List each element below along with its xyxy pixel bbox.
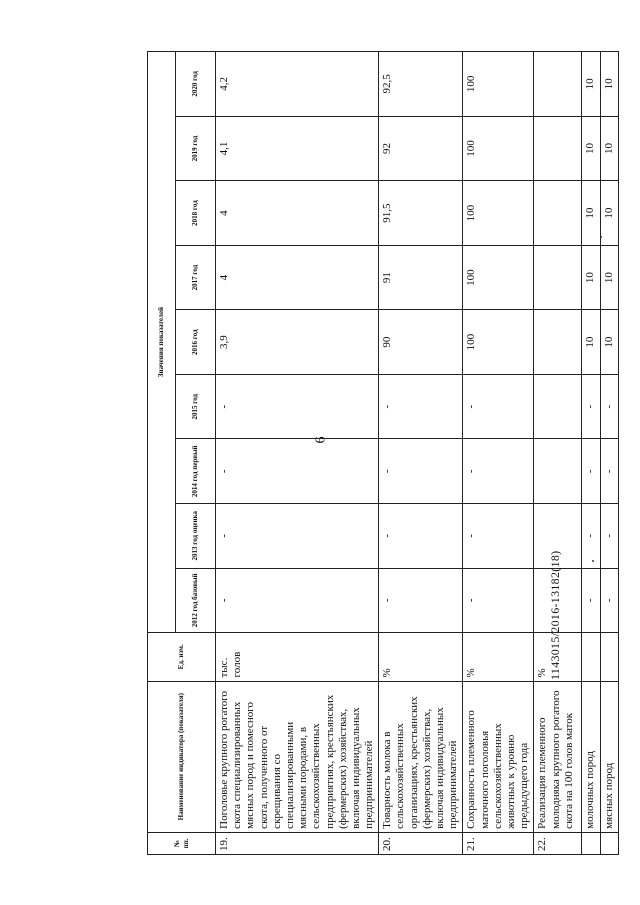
row-value: -	[600, 504, 618, 569]
row-value: 90	[379, 310, 463, 375]
row-value: 10	[582, 245, 600, 310]
table-row	[600, 52, 618, 855]
row-value: 100	[463, 245, 534, 310]
row-value: -	[463, 374, 534, 439]
header-year: 2020 год	[176, 52, 216, 117]
row-value: -	[216, 374, 379, 439]
header-name: Наименование индикатора (показателя)	[148, 681, 216, 832]
row-value: 10	[600, 52, 618, 117]
row-value: -	[582, 439, 600, 504]
table-row	[534, 52, 582, 855]
table-row	[582, 52, 600, 855]
row-value: -	[600, 439, 618, 504]
row-value	[534, 245, 582, 310]
row-value: 92	[379, 116, 463, 181]
table-row	[216, 52, 379, 855]
row-num: 22.	[534, 832, 582, 854]
header-year: 2012 год базовый	[176, 568, 216, 633]
row-value: -	[463, 568, 534, 633]
header-values-group: Значения показателей	[148, 52, 176, 633]
row-value: 3,9	[216, 310, 379, 375]
row-value: 10	[600, 116, 618, 181]
row-value: -	[600, 374, 618, 439]
row-value: 10	[582, 52, 600, 117]
row-num	[600, 832, 618, 854]
row-unit: %	[534, 633, 582, 681]
row-value: -	[216, 439, 379, 504]
header-num: № пп.	[148, 832, 216, 854]
row-unit: %	[463, 633, 534, 681]
row-value: 91,5	[379, 181, 463, 246]
scan-speck	[592, 560, 594, 562]
row-name: Реализация племенного молодняка крупного рогатого скота на 100 голов маток	[534, 681, 582, 832]
header-year: 2018 год	[176, 181, 216, 246]
row-value	[534, 181, 582, 246]
header-year: 2019 год	[176, 116, 216, 181]
row-value	[534, 374, 582, 439]
row-num: 19.	[216, 832, 379, 854]
row-value: 10	[600, 245, 618, 310]
row-value	[534, 310, 582, 375]
row-value	[534, 52, 582, 117]
header-year: 2013 год оценка	[176, 504, 216, 569]
header-year: 2015 год	[176, 374, 216, 439]
scan-speck	[600, 236, 602, 238]
row-name: Сохранность племенного маточного поголовья сельскохозяйственных животных к уровню предыдущего года	[463, 681, 534, 832]
row-value: -	[582, 568, 600, 633]
row-value	[534, 439, 582, 504]
row-value: 10	[600, 310, 618, 375]
row-name: мясных пород	[600, 681, 618, 832]
row-value: 4	[216, 245, 379, 310]
indicator-table	[147, 51, 619, 855]
row-value	[534, 116, 582, 181]
row-unit: %	[379, 633, 463, 681]
row-value: -	[463, 504, 534, 569]
row-value: -	[582, 374, 600, 439]
row-value: -	[379, 504, 463, 569]
table-row	[463, 52, 534, 855]
row-name: молочных пород	[582, 681, 600, 832]
row-value: -	[379, 439, 463, 504]
row-value: 10	[582, 310, 600, 375]
header-year: 2017 год	[176, 245, 216, 310]
row-value: 10	[600, 181, 618, 246]
row-value: -	[582, 504, 600, 569]
row-value: -	[216, 504, 379, 569]
row-value: 91	[379, 245, 463, 310]
row-value: 92,5	[379, 52, 463, 117]
row-value: -	[216, 568, 379, 633]
row-value: 100	[463, 52, 534, 117]
row-name: Товарность молока в сельскохозяйственных организациях, крестьянских (фермерских) хозяйствах, включая индивидуальных предпринимателей	[379, 681, 463, 832]
row-unit	[582, 633, 600, 681]
row-value: 100	[463, 181, 534, 246]
row-num: 20.	[379, 832, 463, 854]
row-name: Поголовье крупного рогатого скота специализированных мясных пород и помесного скота, полученного от скрещивания со специализированными мясными породами, в сельскохозяйственных предприятиях, крестьянских (фермерских) хозяйствах, включая индивидуальных предпринимателей	[216, 681, 379, 832]
row-value: 10	[582, 116, 600, 181]
row-value: -	[379, 568, 463, 633]
row-value: -	[463, 439, 534, 504]
row-value: 4,2	[216, 52, 379, 117]
row-value: 4,1	[216, 116, 379, 181]
row-value: -	[600, 568, 618, 633]
row-unit: тыс. голов	[216, 633, 379, 681]
table-row	[379, 52, 463, 855]
document-id: 1143015/2016-13182(18)	[548, 550, 562, 680]
row-num	[582, 832, 600, 854]
row-unit	[600, 633, 618, 681]
row-num: 21.	[463, 832, 534, 854]
header-year: 2016 год	[176, 310, 216, 375]
header-year: 2014 год первый	[176, 439, 216, 504]
row-value: 4	[216, 181, 379, 246]
page-number: 6	[313, 436, 329, 444]
header-unit: Ед. изм.	[148, 633, 216, 681]
row-value: 10	[582, 181, 600, 246]
row-value: -	[379, 374, 463, 439]
row-value: 100	[463, 310, 534, 375]
row-value: 100	[463, 116, 534, 181]
